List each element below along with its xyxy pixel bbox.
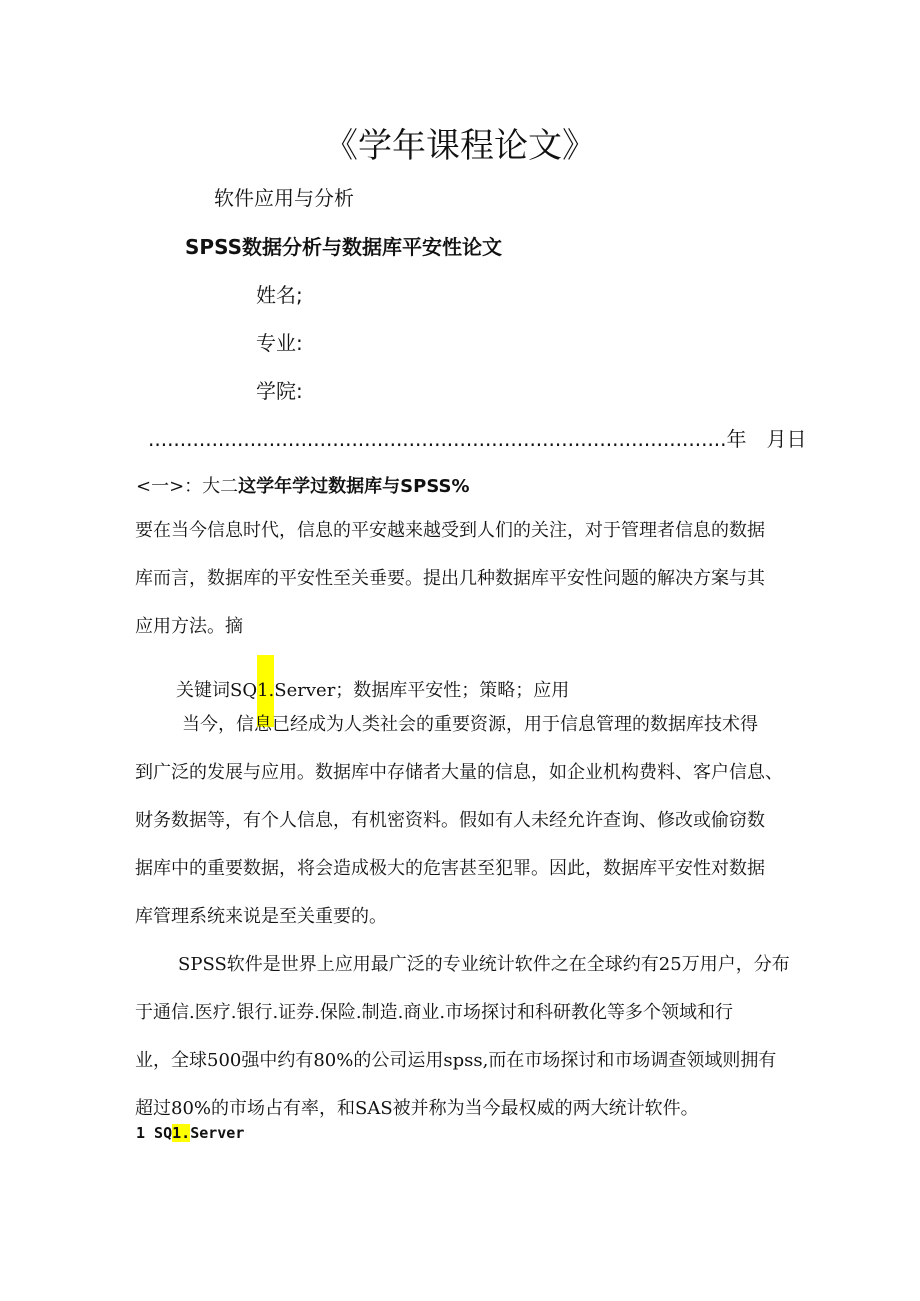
section-1-heading bbox=[136, 1124, 244, 1142]
intro-line: 当今，信息已经成为人类社会的重要资源，用于信息管理的数据库技术得 bbox=[182, 714, 758, 735]
field-college: 学院: bbox=[256, 379, 303, 403]
spss-line: 超过80%的市场占有率，和SAS被并称为当今最权威的两大统计软件。 bbox=[135, 1098, 699, 1119]
spss-line: 于通信.医疗.银行.证券.保险.制造.商业.市场探讨和科研教化等多个领域和行 bbox=[135, 1002, 734, 1023]
intro-line: 库管理系统来说是至关重要的。 bbox=[135, 906, 387, 927]
date-line: ...........................................................................................年 月日 bbox=[148, 427, 807, 451]
abstract-line: 库而言，数据库的平安性至关垂要。提出几种数据库平安性问题的解决方案与其 bbox=[135, 568, 765, 589]
section-heading-prefix: <一>：大二 bbox=[136, 476, 239, 497]
abstract-paragraph bbox=[135, 507, 785, 651]
section-1-highlight: 1. bbox=[172, 1124, 191, 1142]
paper-subtitle: SPSS数据分析与数据库平安性论文 bbox=[185, 235, 502, 259]
intro-paragraph bbox=[135, 701, 785, 941]
spss-paragraph bbox=[135, 941, 790, 1133]
intro-line: 据库中的重要数据，将会造成极大的危害甚至犯罪。因此，数据库平安性对数据 bbox=[135, 858, 765, 879]
course-name: 软件应用与分析 bbox=[214, 186, 354, 210]
intro-line: 财务数据等，有个人信息，有机密资料。假如有人未经允许查询、修改或偷窃数 bbox=[135, 810, 765, 831]
abstract-line: 要在当今信息时代，信息的平安越来越受到人们的关注，对于管理者信息的数据 bbox=[135, 520, 765, 541]
keywords-prefix: 关键词SQ bbox=[176, 680, 258, 701]
spss-line: SPSS软件是世界上应用最广泛的专业统计软件之在全球约有25万用户，分布 bbox=[178, 954, 790, 975]
section-1-rest: Server bbox=[190, 1124, 245, 1142]
page-title: 《学年课程论文》 bbox=[324, 126, 596, 166]
intro-line: 到广泛的发展与应用。数据库中存储者大量的信息，如企业机构费料、客户信息、 bbox=[135, 762, 783, 783]
section-heading bbox=[136, 472, 469, 498]
keywords-rest: Server；数据库平安性；策略；应用 bbox=[274, 680, 570, 701]
spss-line: 业，全球500强中约有80%的公司运用spss,而在市场探讨和市场调查领域则拥有 bbox=[135, 1050, 777, 1071]
field-major: 专业: bbox=[256, 331, 303, 355]
abstract-line: 应用方法。摘 bbox=[135, 616, 243, 637]
section-heading-text: 这学年学过数据库与SPSS% bbox=[238, 476, 470, 497]
keywords-highlight: 1. bbox=[257, 655, 274, 727]
section-1-prefix: 1 SQ bbox=[136, 1124, 173, 1142]
field-name: 姓名; bbox=[256, 283, 303, 307]
